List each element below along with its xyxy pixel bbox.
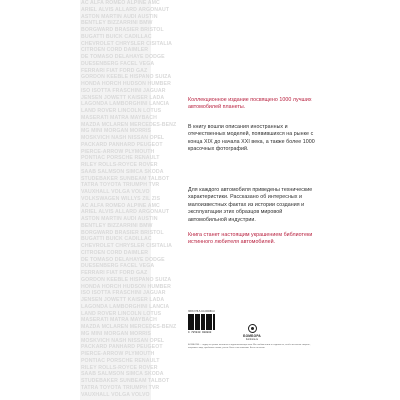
brand-line: FERRARI FIAT FORD GAZ	[81, 270, 148, 276]
brand-line: STUDEBAKER SUNBEAM TALBOT	[81, 378, 170, 384]
brand-line: DE TOMASO DELAHAYE DODGE	[81, 256, 165, 263]
publisher-logo	[238, 324, 266, 341]
publisher-site: bombora.ru	[245, 338, 259, 341]
brand-line: PONTIAC PORSCHE RENAULT	[81, 155, 160, 162]
brand-line: PACKARD PANHARD PEUGEOT	[81, 141, 163, 148]
contents-paragraph: В книгу вошли описания иностранных и отечественных моделей, появившихся на рынке с конца XIX до начала XXI века, а также более 1000 красочных фотографий.	[188, 124, 315, 153]
barcode-number: 9 785040 900800	[188, 330, 212, 334]
brand-line: DUESENBERG FACEL VEGA	[81, 263, 155, 270]
brand-line: MOSKVICH NASH NISSAN OPEL	[81, 337, 165, 344]
brand-line: STUDEBAKER SUNBEAM TALBOT	[81, 175, 170, 182]
brand-line: BUGATTI BUICK CADILLAC	[81, 33, 152, 40]
barcode-block	[188, 310, 218, 334]
brand-line: RILEY ROLLS-ROYCE ROVER	[81, 162, 158, 168]
barcode-bar	[204, 314, 205, 330]
brand-line: RILEY ROLLS-ROYCE ROVER	[81, 364, 158, 371]
brand-line: LAGONDA LAMBORGHINI LANCIA	[81, 101, 170, 108]
brand-line: VAUXHALL VOLGA VOLVO	[81, 391, 150, 398]
brand-line: HONDA HORCH HUDSON HUMBER	[81, 81, 171, 87]
barcode-bar	[201, 314, 202, 330]
brand-line: VAUXHALL VOLGA VOLVO	[81, 189, 150, 195]
brand-line: MG MINI MORGAN MORRIS	[81, 128, 152, 135]
brand-line: CITROEN CORD DAIMLER	[81, 249, 149, 256]
barcode-bar	[208, 314, 209, 330]
brand-line: HONDA HORCH HUDSON HUMBER	[81, 283, 171, 290]
imprint-text: БОМБОРА — лидер на рынке полезных и вдохновляющих книг. Мы любим книги и создаем их, чтобы вы могли творить, открывать мир, пробовать новое, расти. Быть счастливыми. Быть на волне.	[188, 344, 311, 349]
brand-line: ISO ISOTTA FRASCHINI JAGUAR	[81, 290, 166, 297]
brand-line: CHEVROLET CHRYSLER CISITALIA	[81, 40, 172, 47]
brand-line: ASTON MARTIN AUDI AUSTIN	[81, 13, 158, 20]
brand-line: TATRA TOYOTA TRIUMPH TVR	[81, 182, 160, 189]
closing-paragraph: Книга станет настоящим украшением библиотеки истинного любителя автомобилей.	[188, 232, 313, 246]
brand-line: LAND ROVER LINCOLN LOTUS	[81, 310, 162, 317]
book-back-cover	[80, 0, 320, 400]
brand-line: FERRARI FIAT FORD GAZ	[81, 67, 148, 74]
brand-line: GORDON KEEBLE HISPANO SUIZA	[81, 276, 172, 283]
brand-name-texture	[80, 0, 177, 400]
brand-line: PIERCE-ARROW PLYMOUTH	[81, 351, 155, 357]
brand-line: VOLKSWAGEN WILLYS ZIL ZIS	[81, 195, 161, 202]
barcode-bar	[214, 314, 215, 330]
brand-line: SAAB SALMSON SIMCA SKODA	[81, 168, 164, 175]
brand-line: MAZDA MCLAREN MERCEDES-BENZ	[81, 121, 177, 128]
brand-line: AC ALFA ROMEO ALPINE AMC	[81, 202, 160, 209]
brand-line: PIERCE-ARROW PLYMOUTH	[81, 148, 155, 155]
brand-line: PONTIAC PORSCHE RENAULT	[81, 357, 160, 364]
brand-line: MG MINI MORGAN MORRIS	[81, 330, 152, 337]
brand-line: ASTON MARTIN AUDI AUSTIN	[81, 216, 158, 222]
brand-line: ISO ISOTTA FRASCHINI JAGUAR	[81, 87, 166, 94]
brand-line: AC ALFA ROMEO ALPINE AMC	[81, 0, 160, 6]
brand-line: DUESENBERG FACEL VEGA	[81, 60, 155, 67]
publisher-emblem-icon	[248, 324, 257, 333]
brand-line: PACKARD PANHARD PEUGEOT	[81, 344, 163, 351]
brand-line: LAGONDA LAMBORGHINI LANCIA	[81, 303, 170, 310]
brand-line: JENSEN JOWETT KAISER LADA	[81, 94, 165, 101]
brand-line: MASERATI MATRA MAYBACH	[81, 317, 157, 324]
brand-line: BENTLEY BIZZARRINI BMW	[81, 222, 153, 229]
brand-line: BORGWARD BRASIER BRISTOL	[81, 229, 164, 236]
brand-line: BENTLEY BIZZARRINI BMW	[81, 20, 153, 27]
features-paragraph: Для каждого автомобиля приведены технические характеристики. Рассказано об интересных и малоизвестных фактах из истории создания и эксплуатации этих образцов мировой автомобильной индустрии.	[188, 187, 313, 223]
brand-line: SAAB SALMSON SIMCA SKODA	[81, 371, 164, 378]
brand-line: LAND ROVER LINCOLN LOTUS	[81, 108, 162, 114]
brand-line: MASERATI MATRA MAYBACH	[81, 114, 157, 121]
brand-line: BUGATTI BUICK CADILLAC	[81, 236, 152, 243]
barcode-bar	[193, 314, 194, 330]
publisher-name: БОМБОРА	[243, 334, 261, 338]
brand-line: GORDON KEEBLE HISPANO SUIZA	[81, 74, 172, 81]
brand-line: TATRA TOYOTA TRIUMPH TVR	[81, 384, 160, 391]
brand-line: MAZDA MCLAREN MERCEDES-BENZ	[81, 324, 177, 330]
brand-line: JENSEN JOWETT KAISER LADA	[81, 297, 165, 303]
intro-paragraph: Коллекционное издание посвящено 1000 лучших автомобилей планеты.	[188, 97, 312, 111]
barcode-bar	[190, 314, 191, 330]
brand-line: CITROEN CORD DAIMLER	[81, 47, 149, 54]
brand-line: CHEVROLET CHRYSLER CISITALIA	[81, 243, 172, 249]
barcode-icon	[188, 314, 216, 330]
brand-line: MOSKVICH NASH NISSAN OPEL	[81, 135, 165, 141]
brand-line: BORGWARD BRASIER BRISTOL	[81, 27, 164, 33]
brand-line: DE TOMASO DELAHAYE DODGE	[81, 54, 165, 60]
brand-line: ARIEL ALVIS ALLARD ARGONAUT	[81, 6, 170, 13]
brand-line: ARIEL ALVIS ALLARD ARGONAUT	[81, 209, 170, 216]
isbn-text: ISBN 978-5-04-090080-0	[188, 310, 215, 313]
